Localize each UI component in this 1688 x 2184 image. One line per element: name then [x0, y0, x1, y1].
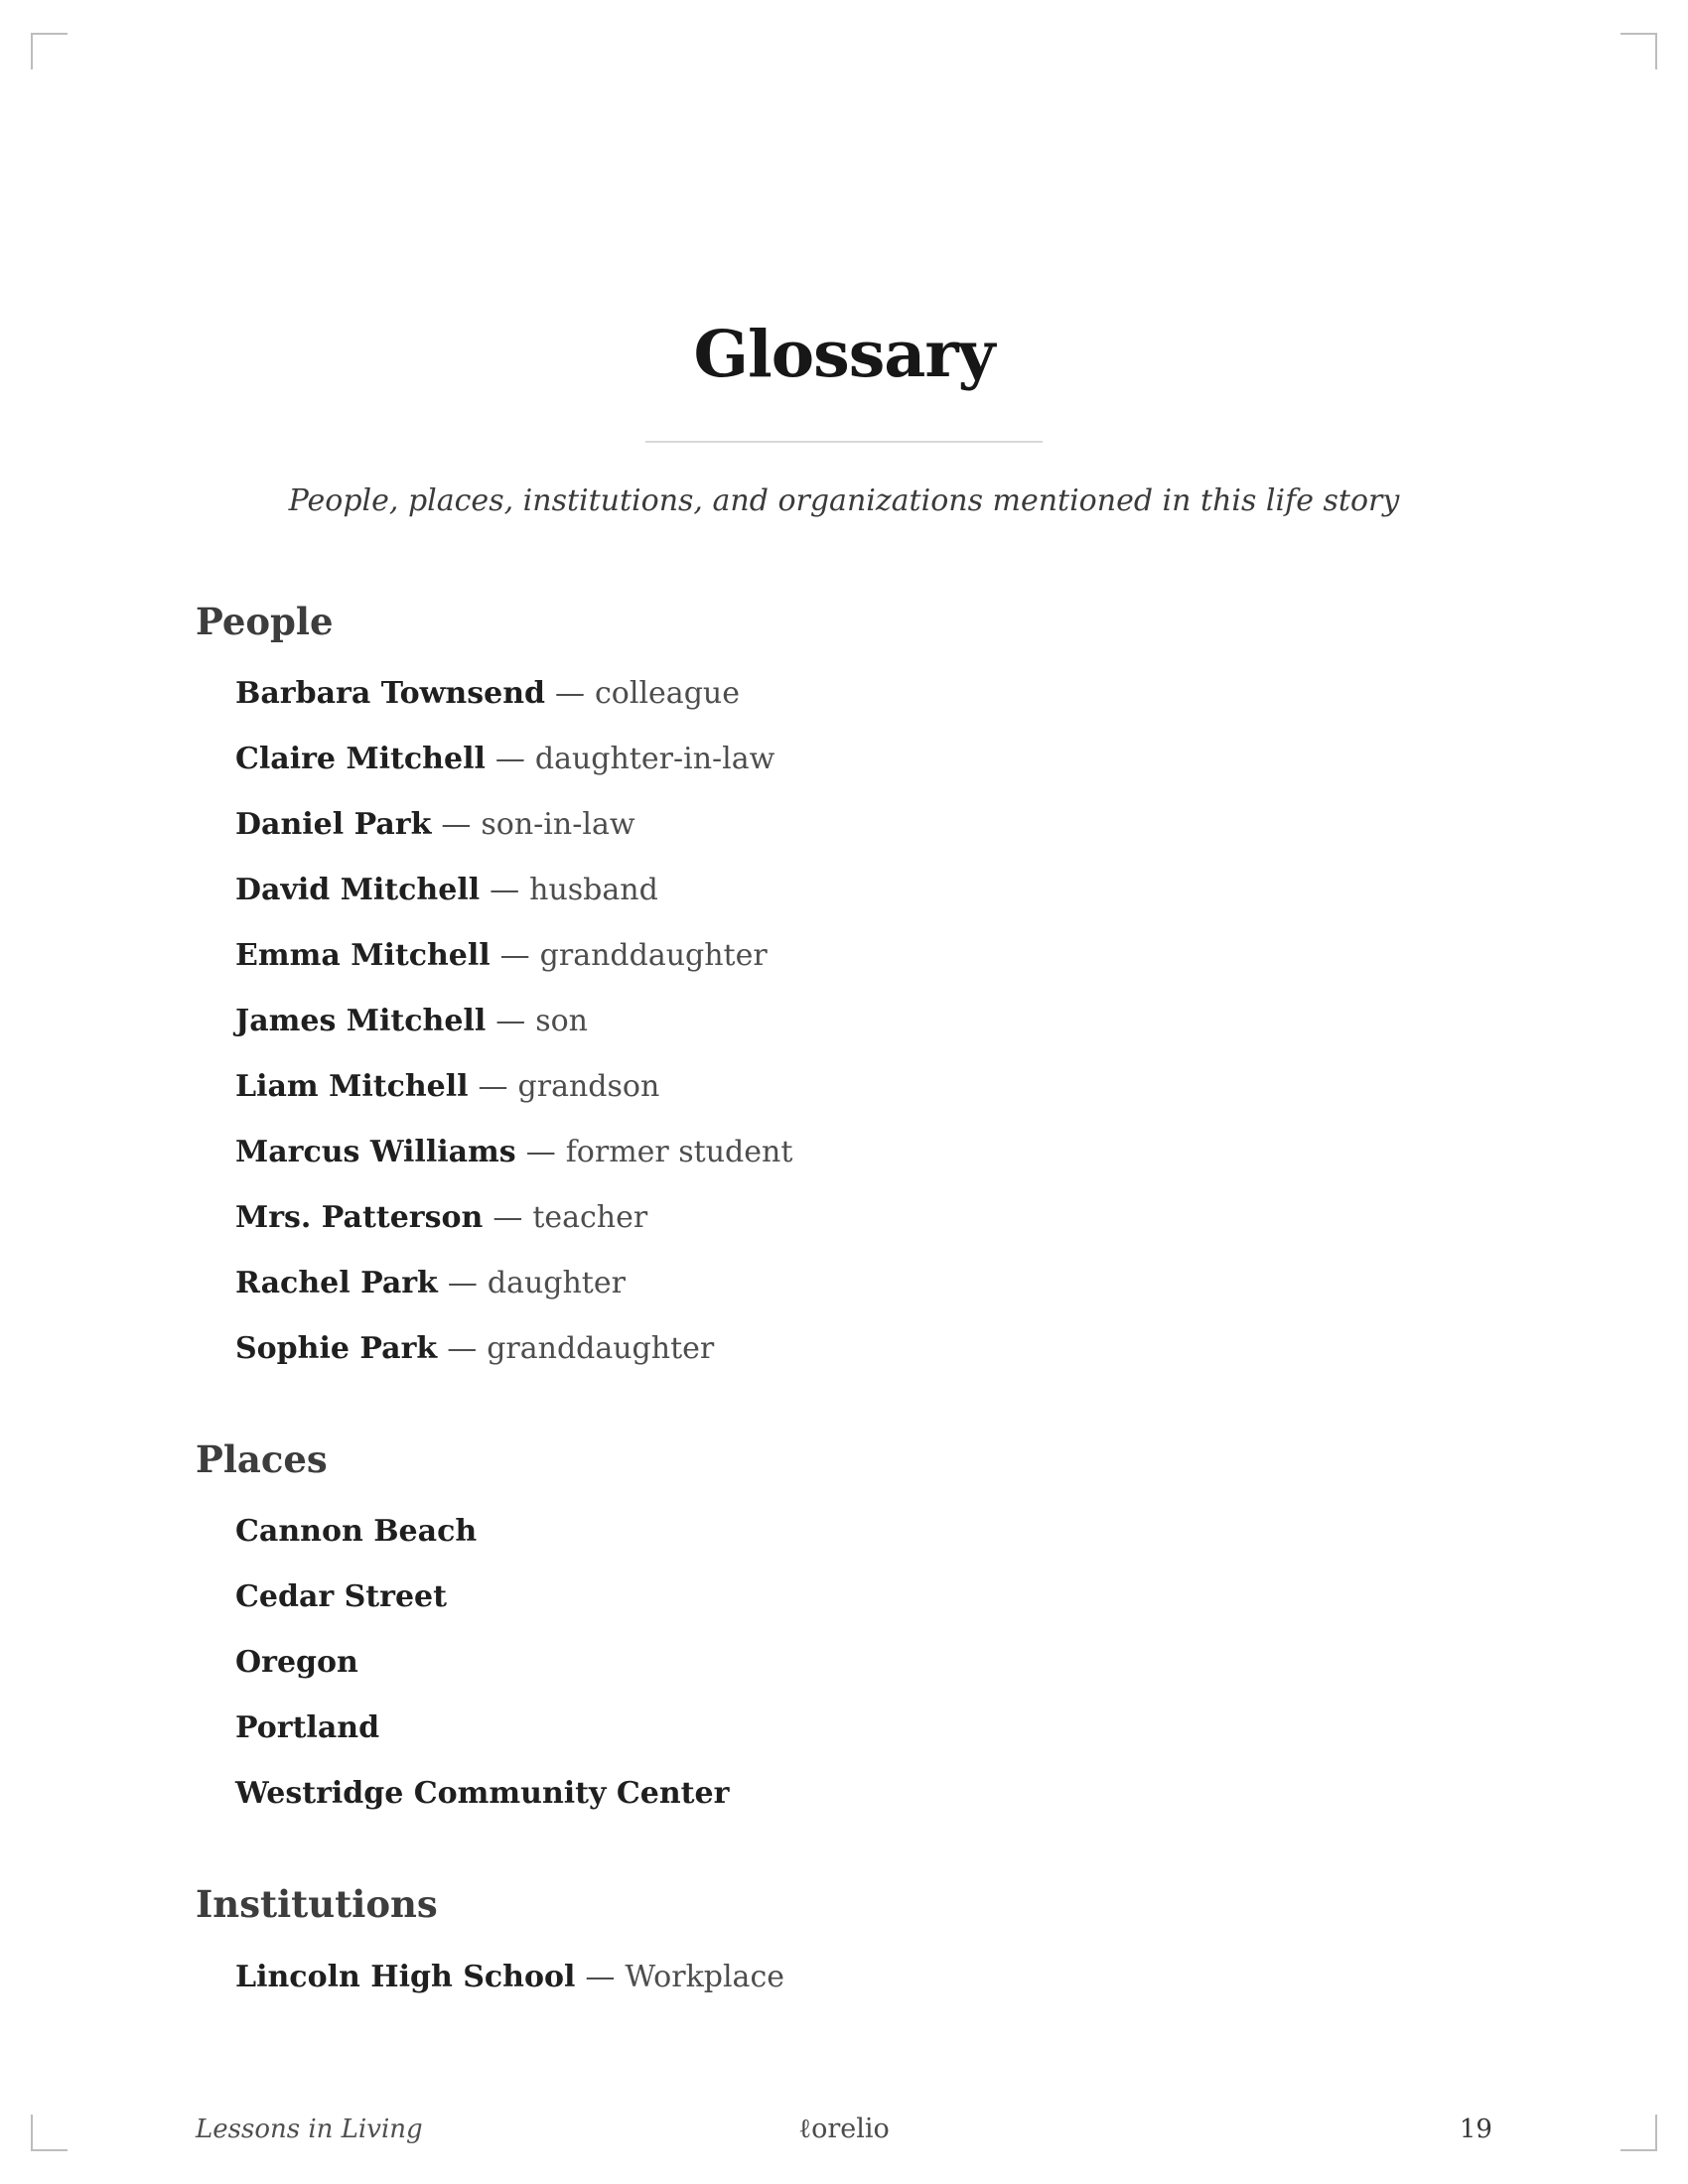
- page-footer: [196, 2114, 1492, 2144]
- em-dash: —: [441, 806, 472, 842]
- glossary-entry: [235, 1761, 1492, 1827]
- entry-role: teacher: [532, 1199, 648, 1235]
- glossary-entry: [235, 1251, 1492, 1316]
- glossary-entry: [235, 661, 1492, 727]
- entry-name: Rachel Park: [235, 1265, 438, 1300]
- glossary-entry: [235, 1499, 1492, 1565]
- glossary-entry: [235, 1630, 1492, 1696]
- em-dash: —: [499, 937, 530, 973]
- em-dash: —: [490, 872, 520, 907]
- entry-name: Marcus Williams: [235, 1134, 516, 1169]
- entry-role: granddaughter: [487, 1330, 715, 1366]
- footer-page-number: 19: [1459, 2115, 1492, 2144]
- em-dash: —: [495, 1003, 526, 1038]
- glossary-entry: [235, 1185, 1492, 1251]
- glossary-entry: [235, 923, 1492, 989]
- entry-name: Barbara Townsend: [235, 675, 545, 711]
- entry-name: Lincoln High School: [235, 1959, 576, 1994]
- glossary-entry: [235, 1945, 1492, 2010]
- entry-name: Claire Mitchell: [235, 741, 486, 776]
- footer-logo: ℓorelio: [798, 2114, 890, 2144]
- em-dash: —: [494, 741, 525, 776]
- places-entry-list: [196, 1499, 1492, 1827]
- entry-name: Liam Mitchell: [235, 1068, 469, 1104]
- entry-name: Cedar Street: [235, 1579, 447, 1615]
- institutions-entry-list: [196, 1945, 1492, 2010]
- em-dash: —: [585, 1959, 616, 1994]
- crop-mark-top-left-icon: [31, 33, 68, 69]
- glossary-entry: [235, 1565, 1492, 1630]
- em-dash: —: [447, 1330, 478, 1366]
- entry-role: son-in-law: [481, 806, 635, 842]
- section-heading-people: People: [196, 599, 334, 643]
- entry-role: colleague: [595, 675, 740, 711]
- footer-book-title: Lessons in Living: [196, 2115, 423, 2144]
- crop-mark-bottom-left-icon: [31, 2115, 68, 2151]
- entry-name: Cannon Beach: [235, 1514, 478, 1550]
- em-dash: —: [555, 675, 585, 711]
- entry-role: granddaughter: [539, 937, 768, 973]
- crop-mark-top-right-icon: [1620, 33, 1657, 69]
- entry-name: Sophie Park: [235, 1330, 438, 1366]
- entry-role: daughter-in-law: [534, 741, 775, 776]
- page-subtitle: People, places, institutions, and organizations mentioned in this life story: [288, 483, 1400, 518]
- entry-name: Mrs. Patterson: [235, 1199, 484, 1235]
- entry-role: grandson: [517, 1068, 660, 1104]
- crop-mark-bottom-right-icon: [1620, 2115, 1657, 2151]
- entry-role: son: [535, 1003, 588, 1038]
- glossary-entry: [235, 989, 1492, 1054]
- entry-name: Oregon: [235, 1645, 358, 1681]
- glossary-entry: [235, 1120, 1492, 1185]
- people-entry-list: [196, 661, 1492, 1382]
- glossary-entry: [235, 858, 1492, 923]
- entry-name: Emma Mitchell: [235, 937, 491, 973]
- glossary-entry: [235, 792, 1492, 858]
- entry-role: Workplace: [625, 1959, 784, 1994]
- entry-name: Westridge Community Center: [235, 1776, 730, 1812]
- section-heading-institutions: Institutions: [196, 1882, 438, 1927]
- page-title: Glossary: [693, 317, 995, 392]
- entry-role: husband: [529, 872, 658, 907]
- glossary-entry: [235, 1316, 1492, 1382]
- glossary-entry: [235, 1054, 1492, 1120]
- section-heading-places: Places: [196, 1436, 328, 1481]
- entry-name: David Mitchell: [235, 872, 481, 907]
- entry-name: Daniel Park: [235, 806, 432, 842]
- entry-role: former student: [565, 1134, 793, 1169]
- em-dash: —: [525, 1134, 556, 1169]
- em-dash: —: [478, 1068, 508, 1104]
- em-dash: —: [447, 1265, 478, 1300]
- entry-name: James Mitchell: [235, 1003, 487, 1038]
- glossary-entry: [235, 1696, 1492, 1761]
- entry-name: Portland: [235, 1710, 380, 1746]
- title-divider: [645, 441, 1043, 443]
- glossary-entry: [235, 727, 1492, 792]
- entry-role: daughter: [487, 1265, 626, 1300]
- em-dash: —: [492, 1199, 523, 1235]
